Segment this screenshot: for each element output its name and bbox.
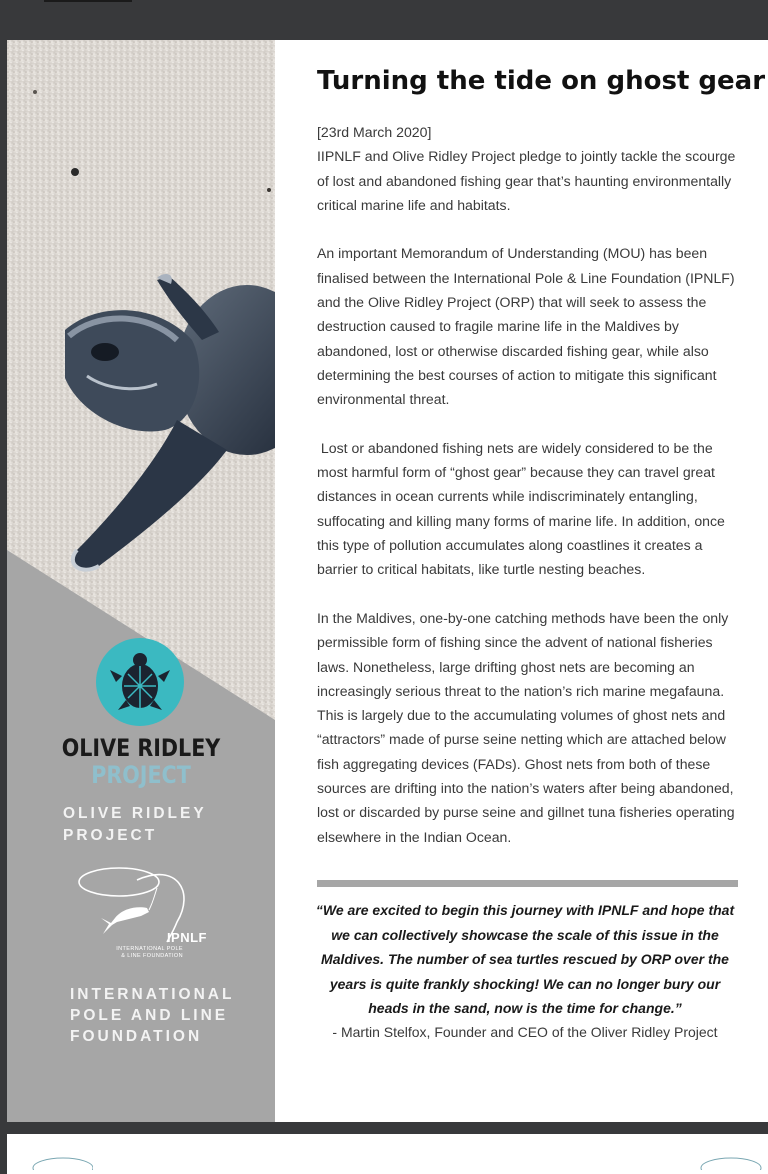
article-paragraph-ghost-nets: Lost or abandoned fishing nets are widely considered to be the most harmful form of “ghost gear” because they can travel great distances in ocean currents while indiscriminately entangling, suffocating and killing many forms of marine life. In addition, once this type of pollution accumulates along coastlines it creates a barrier to critical habitats, like turtle nesting beaches.: [317, 439, 729, 578]
ipnlf-logo-fragment-left: [23, 1156, 93, 1170]
article-body: [317, 120, 737, 873]
article-paragraph-mou: An important Memorandum of Understanding (MOU) has been finalised between the International Pole & Line Foundation (IPNLF) and the Olive Ridley Project (ORP) that will seek to assess the destruction caused to fragile marine life in the Maldives by abandoned, lost or otherwise discarded fishing gear, while also determining the best courses of action to mitigate this significant environmental threat.: [317, 245, 735, 408]
pull-quote: “We are excited to begin this journey with IPNLF and hope that we can collectively showcase the scale of this issue in the Maldives. The number of sea turtles rescued by ORP over the years is quite frankly shocking! We can no longer bury our heads in the sand, now is the time for change.”: [315, 902, 735, 1016]
ipnlf-organization-name: INTERNATIONAL POLE AND LINE FOUNDATION: [70, 986, 235, 1045]
orp-logo-title: OLIVE RIDLEY: [61, 734, 221, 762]
document-page: [7, 40, 768, 1122]
sidebar-panel: [7, 40, 275, 1122]
article-title: Turning the tide on ghost gear: [317, 66, 766, 96]
ipnlf-logo-subtext: INTERNATIONAL POLE & LINE FOUNDATION: [116, 946, 183, 959]
next-page: [7, 1134, 768, 1174]
orp-logo-badge: [94, 636, 186, 728]
ipnlf-logo-fragment-right: [697, 1156, 767, 1170]
orp-organization-name: OLIVE RIDLEY PROJECT: [63, 805, 207, 844]
turtle-icon: [94, 636, 186, 728]
tuna-fish-icon: [107, 907, 149, 928]
article-paragraph-maldives: In the Maldives, one-by-one catching methods have been the only permissible form of fishing since the advent of national fisheries laws. Nonetheless, large drifting ghost nets are becoming an increasingly serious threat to the nation’s rich marine megafauna. This is largely due to the accumulating volumes of ghost nets and “attractors” made of purse seine netting which are attached below fish aggregating devices (FADs). Ghost nets from both of these sources are drifting into the nation’s waters after being abandoned, lost or discarded by purse seine and gillnet tuna fisheries operating elsewhere in the Indian Ocean.: [317, 609, 735, 845]
orp-logo-subtitle: PROJECT: [91, 761, 191, 789]
ipnlf-logo-text: IPNLF: [166, 930, 207, 945]
article-paragraph-intro: [23rd March 2020] IIPNLF and Olive Ridley Project pledge to jointly tackle the scourge of lost and abandoned fishing gear that’s haunting environmentally critical marine life and habitats.: [317, 124, 736, 213]
viewer-toolbar-tab[interactable]: [44, 0, 132, 2]
quote-divider: [317, 880, 738, 887]
quote-attribution: - Martin Stelfox, Founder and CEO of the Oliver Ridley Project: [332, 1024, 718, 1040]
